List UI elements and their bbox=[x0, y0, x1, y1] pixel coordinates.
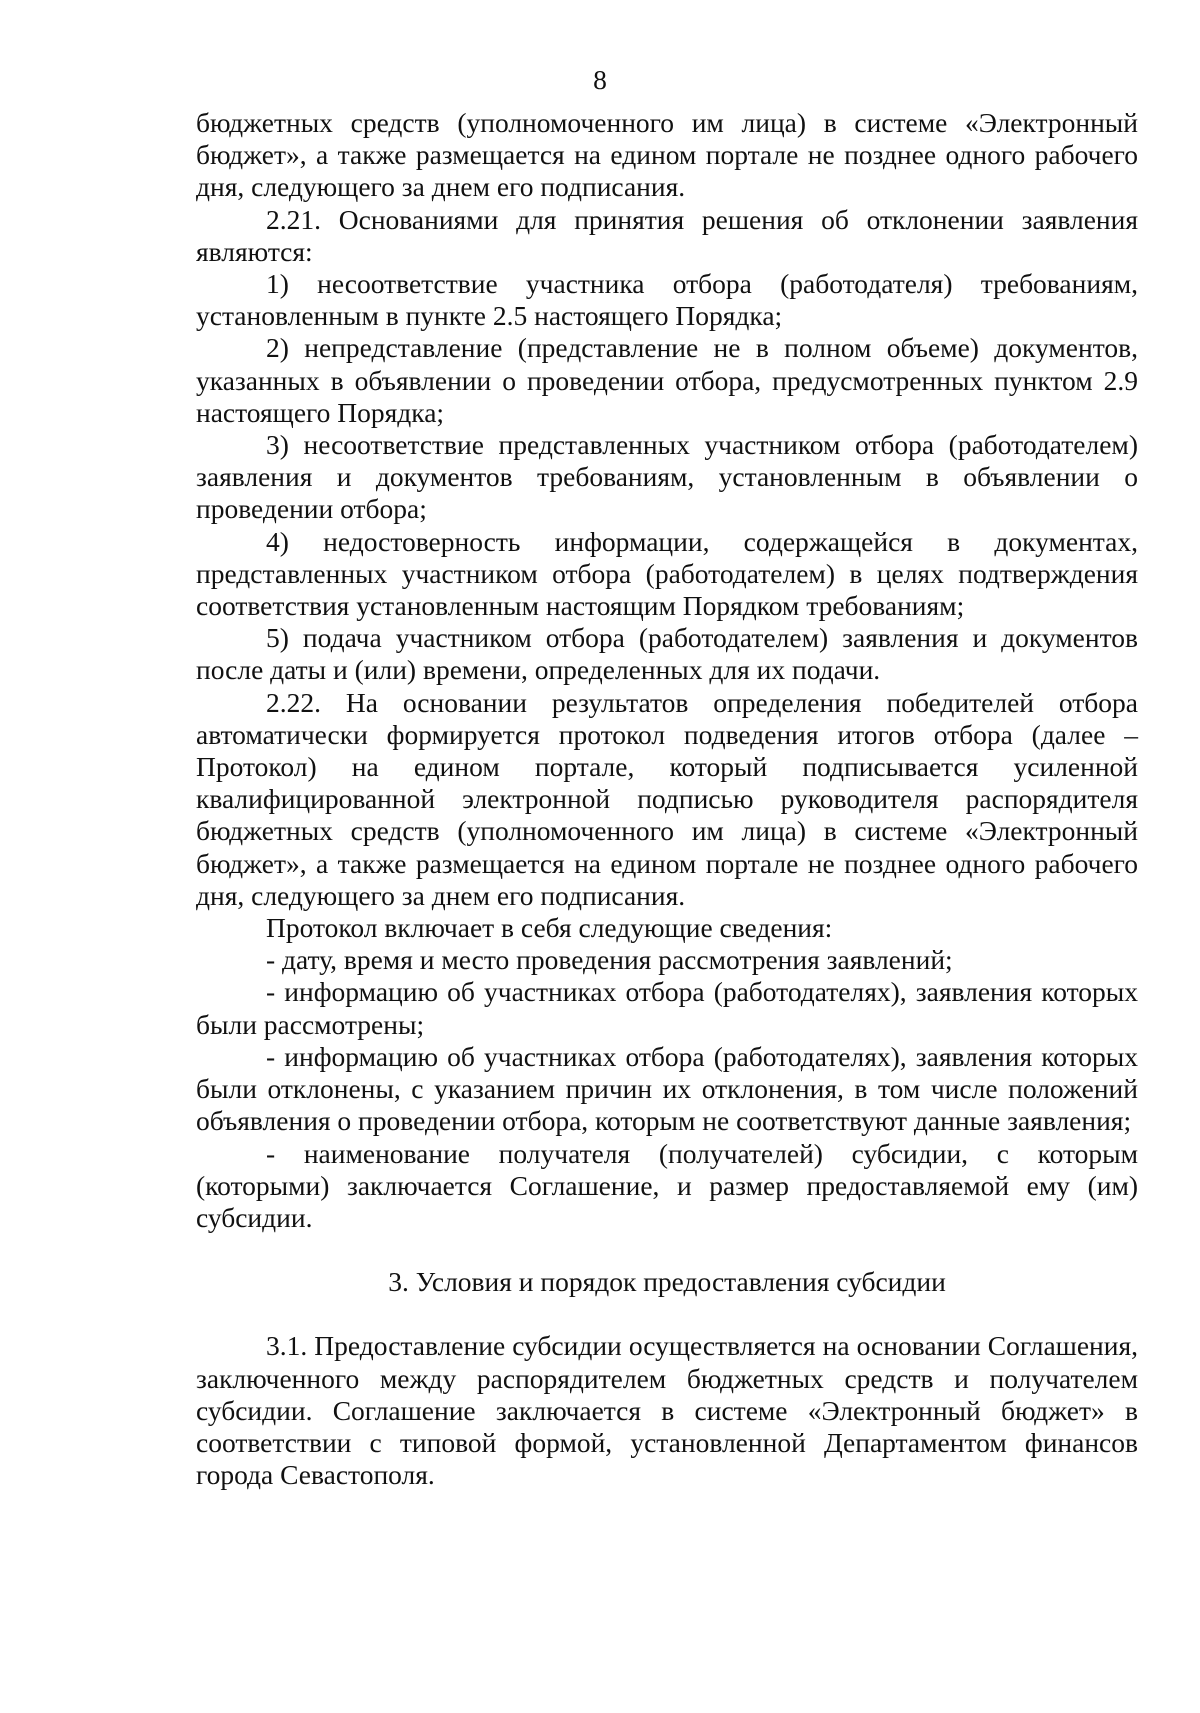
section-heading: 3. Условия и порядок предоставления субсидии bbox=[388, 1266, 946, 1298]
list-item-5: 5) подача участником отбора (работодателем) заявления и документов после даты и (или) времени, определенных для их подачи. bbox=[196, 622, 1138, 686]
document-body bbox=[196, 107, 1138, 1491]
dash-item-3: - информацию об участниках отбора (работодателях), заявления которых были отклонены, с указанием причин их отклонения, в том числе положений объявления о проведении отбора, которым не соответствуют данные заявления; bbox=[196, 1040, 1138, 1137]
paragraph-continuation: бюджетных средств (уполномоченного им лица) в системе «Электронный бюджет», а также размещается на едином портале не позднее одного рабочего дня, следующего за днем его подписания. bbox=[196, 107, 1138, 203]
list-item-1: 1) несоответствие участника отбора (работодателя) требованиям, установленным в пункте 2.5 настоящего Порядка; bbox=[196, 268, 1138, 332]
dash-item-2: - информацию об участниках отбора (работодателях), заявления которых были рассмотрены; bbox=[196, 976, 1138, 1040]
spacer bbox=[196, 1298, 1138, 1330]
dash-item-4: - наименование получателя (получателей) субсидии, с которым (которыми) заключается Соглашение, и размер предоставляемой ему (им) субсидии. bbox=[196, 1137, 1138, 1233]
dash-item-1: - дату, время и место проведения рассмотрения заявлений; bbox=[266, 944, 953, 976]
page-number: 8 bbox=[593, 64, 607, 95]
list-item-3: 3) несоответствие представленных участником отбора (работодателем) заявления и документов требованиям, установленным в объявлении о проведении отбора; bbox=[196, 429, 1138, 525]
list-item-4: 4) недостоверность информации, содержащейся в документах, представленных участником отбора (работодателем) в целях подтверждения соответствия установленным настоящим Порядком требованиям; bbox=[196, 525, 1138, 622]
paragraph-2-21: 2.21. Основаниями для принятия решения об отклонении заявления являются: bbox=[196, 203, 1138, 267]
paragraph-2-22: 2.22. На основании результатов определения победителей отбора автоматически формируется протокол подведения итогов отбора (далее – Протокол) на едином портале, который подписывается усиленной квалифицированной электронной подписью руководителя распорядителя бюджетных средств (уполномоченного им лица) в системе «Электронный бюджет», а также размещается на едином портале не позднее одного рабочего дня, следующего за днем его подписания. bbox=[196, 686, 1138, 911]
paragraph-protocol-intro: Протокол включает в себя следующие сведения: bbox=[266, 912, 833, 944]
list-item-2: 2) непредставление (представление не в полном объеме) документов, указанных в объявлении о проведении отбора, предусмотренных пунктом 2.9 настоящего Порядка; bbox=[196, 332, 1138, 428]
paragraph-3-1: 3.1. Предоставление субсидии осуществляется на основании Соглашения, заключенного между распорядителем бюджетных средств и получателем субсидии. Соглашение заключается в системе «Электронный бюджет» в соответствии с типовой формой, установленной Департаментом финансов города Севастополя. bbox=[196, 1330, 1138, 1491]
spacer bbox=[196, 1234, 1138, 1266]
